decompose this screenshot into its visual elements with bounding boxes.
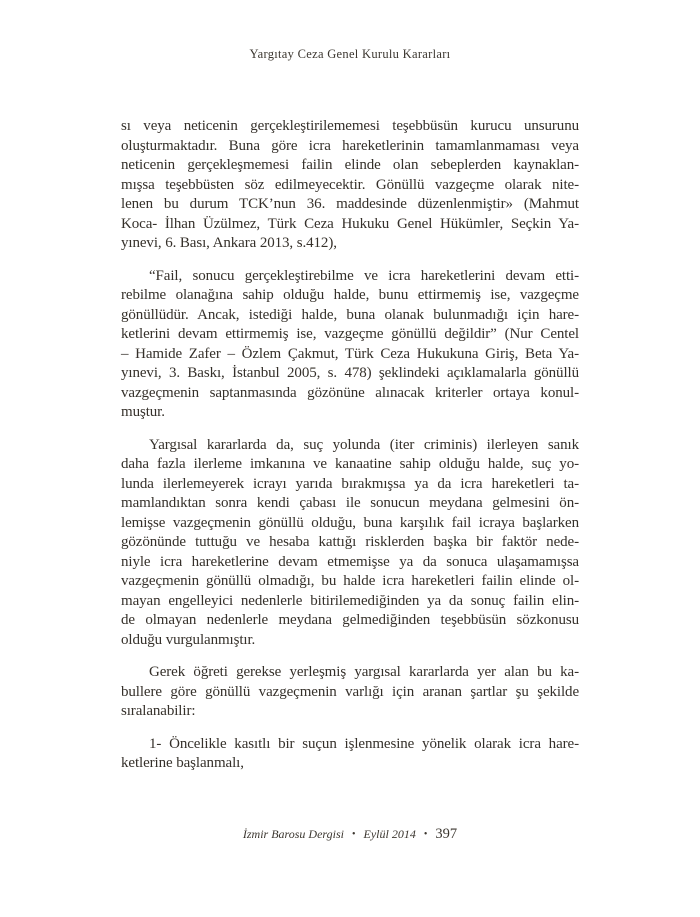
footer-journal-name: İzmir Barosu Dergisi — [242, 827, 344, 841]
text-line: de olmayan nedenlerle meydana gelmediğinden teşebbüsün sözkonusu — [121, 612, 579, 628]
text-line: vazgeçmenin gönüllü olmadığı, bu halde icra hareketleri failin elinde ol- — [121, 573, 579, 589]
text-line: gönüllüdür. Ancak, istediği halde, buna olanak bulunmadığı için hare- — [121, 306, 579, 323]
footer-separator-dot: • — [423, 829, 428, 840]
text-line: sı veya neticenin gerçekleştirilememesi teşebbüsün kurucu unsurunu — [121, 118, 579, 134]
text-line: neticenin gerçekleşmemesi failin elinde olan sebeplerden kaynaklan- — [121, 157, 579, 173]
text-line: oluşturmaktadır. Buna göre icra hareketlerinin tamamlanmaması veya — [121, 137, 579, 154]
text-line: muştur. — [121, 404, 165, 420]
text-line: olduğu vurgulanmıştır. — [121, 631, 256, 648]
text-line: yınevi, 6. Bası, Ankara 2013, s.412), — [121, 235, 337, 251]
text-line: Koca- İlhan Üzülmez, Türk Ceza Hukuku Genel Hükümler, Seçkin Ya- — [121, 215, 579, 232]
text-line: 1- Öncelikle kasıtlı bir suçun işlenmesine yönelik olarak icra hare- — [149, 735, 579, 752]
text-line: sıralanabilir: — [121, 703, 196, 719]
text-line: vazgeçmenin saptanmasında gözönüne alınacak kriterler ortaya konul- — [121, 384, 579, 401]
paragraph — [121, 267, 579, 423]
text-line: lenen bu durum TCK’nun 36. maddesinde düzenlenmiştir» (Mahmut — [121, 196, 579, 212]
text-line: rebilme olanağına sahip olduğu halde, bunu ettirmemiş ise, vazgeçme — [121, 287, 579, 303]
text-line: – Hamide Zafer – Özlem Çakmut, Türk Ceza Hukukuna Giriş, Beta Ya- — [121, 345, 579, 362]
text-line: lemişse vazgeçmenin gönüllü olduğu, buna karşılık fail icraya başlarken — [121, 514, 579, 531]
text-line: niyle icra hareketlerine devam etmemişse ya da sonuca ulaşamamışsa — [121, 553, 579, 570]
paragraph — [121, 117, 579, 254]
body-text — [121, 117, 579, 787]
text-line: Yargısal kararlarda da, suç yolunda (iter criminis) ilerleyen sanık — [149, 436, 579, 453]
running-header-title: Yargıtay Ceza Genel Kurulu Kararları — [249, 47, 451, 61]
text-line: mayan engelleyici nedenlerle bitirilemediğinden ya da sonuç failin elin- — [121, 592, 579, 609]
text-line: ketlerine başlanmalı, — [121, 755, 244, 771]
text-line: bullere göre gönüllü vazgeçmenin varlığı için aranan şartlar şu şekilde — [121, 683, 579, 700]
text-line: mamlandıktan sonra kendi çabası ile sonucun meydana gelmesini ön- — [121, 495, 579, 511]
paragraph — [121, 735, 579, 774]
page-footer — [0, 826, 700, 843]
text-line: “Fail, sonucu gerçekleştirebilme ve icra hareketlerini devam etti- — [149, 267, 579, 284]
paragraph — [121, 436, 579, 651]
text-line: gözönünde tuttuğu ve hesaba kattığı risklerden başka bir faktör nede- — [121, 534, 579, 550]
footer-issue-date: Eylül 2014 — [363, 827, 416, 841]
text-line: ketlerini devam ettirmemiş ise, vazgeçme gönüllü değildir” (Nur Centel — [121, 326, 579, 342]
text-line: Gerek öğreti gerekse yerleşmiş yargısal kararlarda yer alan bu ka- — [149, 664, 579, 680]
paragraph — [121, 663, 579, 722]
text-line: daha fazla ilerleme imkanına ve kanaatine sahip olduğu halde, suç yo- — [121, 456, 579, 472]
text-line: yınevi, 3. Baskı, İstanbul 2005, s. 478) şeklindeki açıklamalarla gönüllü — [121, 365, 579, 381]
footer-page-number: 397 — [435, 826, 458, 842]
text-line: lunda ilerlemeyerek icrayı yarıda bırakmışsa ya da icra hareketleri ta- — [121, 475, 579, 492]
running-header — [0, 47, 700, 62]
text-line: mışsa teşebbüsten söz edilmeyecektir. Gönüllü vazgeçme olarak nite- — [121, 176, 579, 193]
footer-separator-dot: • — [352, 829, 356, 840]
